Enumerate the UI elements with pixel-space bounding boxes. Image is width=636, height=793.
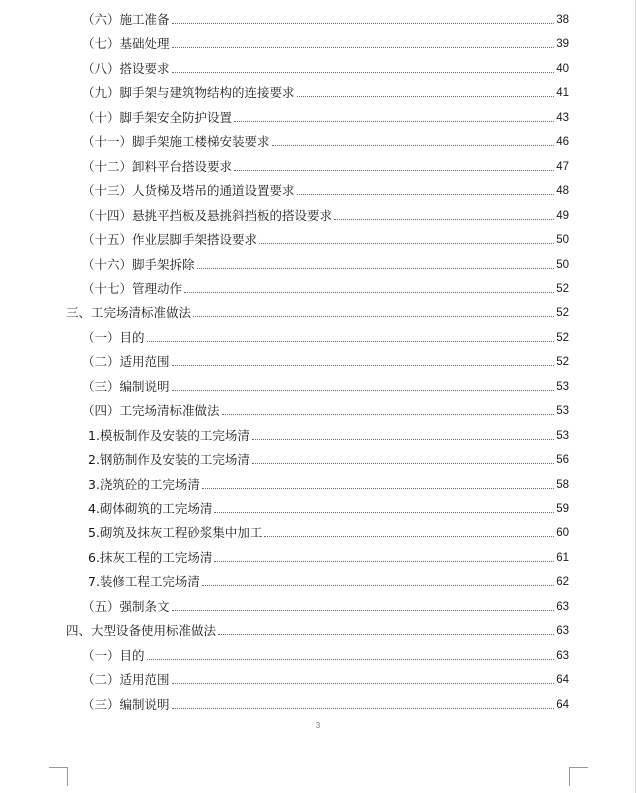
toc-dot-leader (172, 72, 555, 73)
toc-entry-title: （四）工完场清标准做法 (82, 403, 220, 419)
toc-entry-title: 三、工完场清标准做法 (66, 305, 192, 321)
toc-dot-leader (202, 488, 554, 489)
toc-entry-page: 38 (556, 14, 569, 26)
toc-entry-title: （五）强制条文 (82, 598, 170, 614)
toc-entry-page: 49 (556, 209, 569, 222)
toc-entry-title: （一）目的 (82, 647, 145, 663)
toc-entry[interactable] (82, 32, 569, 52)
toc-dot-leader (252, 439, 554, 440)
toc-dot-leader (172, 23, 555, 24)
toc-dot-leader (252, 463, 554, 464)
toc-entry-title: （三）编制说明 (82, 378, 170, 394)
toc-entry-title: （十四）悬挑平挡板及悬挑斜挡板的搭设要求 (82, 207, 333, 223)
toc-entry-title: （十二）卸料平台搭设要求 (82, 158, 233, 174)
toc-entry[interactable] (82, 668, 569, 688)
toc-entry-page: 64 (556, 674, 569, 687)
toc-entry[interactable] (88, 546, 569, 566)
toc-dot-leader (172, 390, 555, 391)
toc-entry[interactable] (82, 57, 569, 77)
toc-entry-title: （一）目的 (82, 329, 145, 345)
toc-dot-leader (172, 683, 555, 684)
toc-entry[interactable] (82, 130, 569, 150)
toc-entry-page: 41 (556, 87, 569, 100)
toc-entry-page: 63 (556, 625, 569, 638)
toc-entry-page: 53 (556, 380, 569, 393)
toc-dot-leader (234, 170, 554, 171)
toc-dot-leader (172, 365, 555, 366)
toc-entry[interactable] (82, 155, 569, 175)
toc-entry[interactable] (82, 8, 569, 28)
toc-dot-leader (214, 512, 554, 513)
toc-dot-leader (297, 194, 555, 195)
toc-entry-title: 7.装修工程工完场清 (88, 574, 200, 590)
toc-entry-page: 46 (556, 136, 569, 149)
toc-entry-title: （二）适用范围 (82, 672, 170, 688)
toc-entry[interactable] (82, 277, 569, 297)
toc-entry-page: 58 (556, 478, 569, 491)
margin-corner-mark-left (49, 767, 68, 786)
toc-entry[interactable] (88, 448, 569, 468)
toc-entry-page: 43 (556, 111, 569, 124)
toc-entry[interactable] (66, 619, 569, 639)
toc-entry[interactable] (82, 350, 569, 370)
toc-dot-leader (214, 561, 554, 562)
toc-entry[interactable] (82, 375, 569, 395)
toc-entry-title: 5.砌筑及抹灰工程砂浆集中加工 (88, 525, 263, 541)
toc-dot-leader (172, 47, 555, 48)
toc-dot-leader (297, 96, 555, 97)
toc-entry[interactable] (66, 301, 569, 321)
toc-entry-page: 53 (556, 429, 569, 442)
toc-entry-title: （六）施工准备 (82, 12, 170, 27)
toc-entry-title: （三）编制说明 (82, 696, 170, 712)
toc-entry[interactable] (82, 228, 569, 248)
toc-entry[interactable] (82, 693, 569, 713)
toc-dot-leader (222, 414, 555, 415)
toc-entry[interactable] (82, 326, 569, 346)
toc-dot-leader (197, 268, 555, 269)
toc-dot-leader (264, 536, 554, 537)
toc-entry-page: 60 (556, 527, 569, 540)
toc-entry[interactable] (88, 473, 569, 493)
toc-dot-leader (272, 145, 555, 146)
toc-entry-title: （二）适用范围 (82, 354, 170, 370)
toc-entry[interactable] (88, 497, 569, 517)
toc-entry-title: 四、大型设备使用标准做法 (66, 623, 217, 639)
toc-dot-leader (334, 219, 554, 220)
toc-entry[interactable] (82, 595, 569, 615)
toc-entry-page: 63 (556, 649, 569, 662)
toc-entry-title: （七）基础处理 (82, 36, 170, 52)
toc-dot-leader (193, 316, 554, 317)
toc-entry-title: 1.模板制作及安装的工完场清 (88, 427, 250, 443)
toc-entry-page: 50 (556, 234, 569, 247)
toc-entry-page: 50 (556, 258, 569, 271)
toc-entry-title: 6.抹灰工程的工完场清 (88, 549, 213, 565)
toc-dot-leader (234, 121, 554, 122)
toc-entry-page: 52 (556, 307, 569, 320)
toc-dot-leader (172, 708, 555, 709)
toc-entry[interactable] (82, 644, 569, 664)
toc-entry-title: （十）脚手架安全防护设置 (82, 109, 233, 125)
toc-entry-page: 56 (556, 454, 569, 467)
toc-dot-leader (184, 292, 554, 293)
toc-entry[interactable] (88, 521, 569, 541)
toc-dot-leader (147, 659, 555, 660)
toc-entry[interactable] (82, 106, 569, 126)
toc-entry[interactable] (88, 570, 569, 590)
toc-dot-leader (172, 610, 555, 611)
toc-entry-page: 52 (556, 356, 569, 369)
toc-entry-title: 4.砌体砌筑的工完场清 (88, 501, 213, 516)
toc-entry-title: 2.钢筋制作及安装的工完场清 (88, 452, 250, 468)
toc-entry-title: 3.浇筑砼的工完场清 (88, 476, 200, 492)
toc-dot-leader (218, 634, 554, 635)
toc-entry-page: 52 (556, 282, 569, 295)
toc-entry[interactable] (82, 81, 569, 101)
margin-corner-mark-right (569, 767, 588, 786)
toc-entry-page: 59 (556, 503, 569, 515)
toc-entry-page: 39 (556, 38, 569, 51)
toc-entry-page: 40 (556, 62, 569, 75)
toc-entry-page: 63 (556, 600, 569, 613)
page-number: 3 (315, 721, 321, 730)
toc-entry[interactable] (82, 253, 569, 273)
toc-dot-leader (202, 585, 554, 586)
toc-entry-title: （九）脚手架与建筑物结构的连接要求 (82, 85, 295, 101)
toc-entry-page: 48 (556, 185, 569, 198)
toc-dot-leader (147, 341, 555, 342)
toc-entry-page: 47 (556, 160, 569, 173)
toc-entry[interactable] (82, 399, 569, 419)
toc-entry-title: （八）搭设要求 (82, 60, 170, 76)
toc-entry-page: 53 (556, 405, 569, 418)
toc-entry-page: 61 (556, 551, 569, 564)
toc-entry-title: （十七）管理动作 (82, 280, 183, 296)
toc-entry-title: （十六）脚手架拆除 (82, 256, 195, 272)
toc-entry-title: （十三）人货梯及塔吊的通道设置要求 (82, 183, 295, 199)
toc-entry-page: 52 (556, 331, 569, 344)
toc-entry[interactable] (82, 204, 569, 224)
toc-entry-title: （十一）脚手架施工楼梯安装要求 (82, 134, 270, 150)
toc-dot-leader (259, 243, 554, 244)
toc-entry-page: 64 (556, 698, 569, 711)
toc-entry[interactable] (88, 424, 569, 444)
toc-entry[interactable] (82, 179, 569, 199)
toc-entry-page: 62 (556, 576, 569, 589)
toc-entry-title: （十五）作业层脚手架搭设要求 (82, 232, 258, 248)
